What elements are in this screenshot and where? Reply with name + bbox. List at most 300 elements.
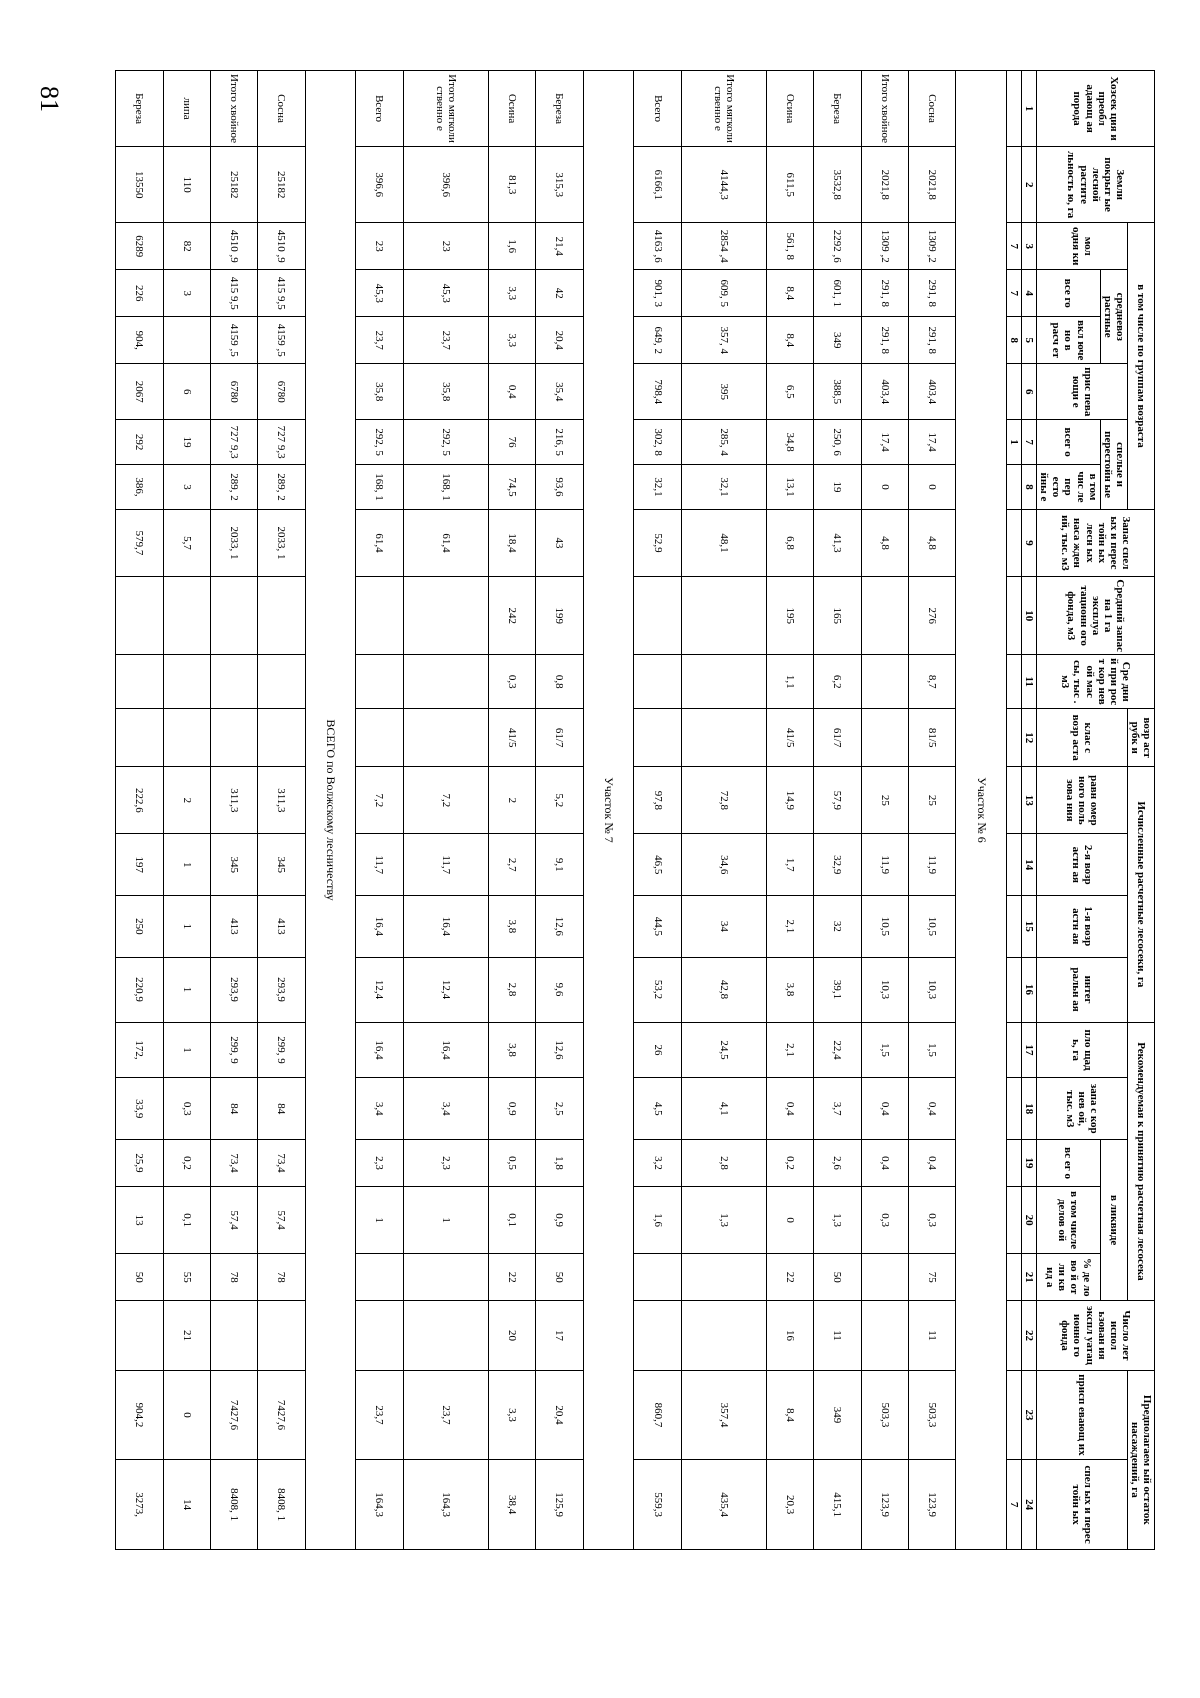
table-cell: 6780 (258, 364, 305, 420)
table-cell: 25,9 (116, 1140, 164, 1187)
table-cell: 4159 ,5 (258, 317, 305, 364)
table-cell: 0,1 (488, 1187, 535, 1254)
table-cell: 44,5 (634, 896, 681, 958)
table-cell: 42 (536, 270, 583, 317)
row-label: Итого хвойное (210, 71, 257, 147)
table-cell: 14 (163, 1460, 210, 1550)
table-cell: 649, 2 (634, 317, 681, 364)
table-cell: 20,4 (536, 1370, 583, 1460)
table-cell: 74,5 (488, 465, 535, 510)
table-cell (634, 709, 681, 767)
table-cell: 2033, 1 (210, 509, 257, 576)
table-cell: 50 (814, 1254, 861, 1301)
table-cell: 0,3 (163, 1078, 210, 1140)
column-number: 19 (1022, 1140, 1037, 1187)
header-ripe-all: всег о (1037, 420, 1100, 465)
sub-number: 7 (1006, 223, 1021, 270)
table-cell: 32 (814, 896, 861, 958)
table-cell (258, 709, 305, 767)
table-cell: 611,5 (766, 147, 813, 223)
header-section: Хозсек ция и преобл адающ ая порода (1037, 71, 1155, 147)
table-cell: 123,9 (861, 1460, 908, 1550)
table-cell: 349 (814, 1370, 861, 1460)
table-cell: 11,9 (908, 834, 955, 896)
table-cell: 8,4 (766, 317, 813, 364)
table-cell: 22 (488, 1254, 535, 1301)
table-cell: 23 (356, 223, 403, 270)
column-number: 16 (1022, 957, 1037, 1022)
table-row (861, 71, 908, 1550)
table-cell: 292 (116, 420, 164, 465)
table-row (681, 71, 766, 1550)
table-cell (116, 709, 164, 767)
section-row (583, 71, 634, 1550)
table-cell: 26 (634, 1022, 681, 1078)
table-cell: 48,1 (681, 509, 766, 576)
table-cell: 16,4 (403, 896, 488, 958)
table-cell: 11,7 (356, 834, 403, 896)
header-ripe-over: в том чис ле пер есто йны е (1037, 465, 1100, 510)
column-number: 3 (1022, 223, 1037, 270)
table-cell: 25 (861, 767, 908, 834)
table-cell: 1,1 (766, 655, 813, 709)
table-cell: 292, 5 (403, 420, 488, 465)
table-cell: 0,3 (488, 655, 535, 709)
header-premature: прис пева ющи е (1037, 364, 1128, 420)
table-cell: 579,7 (116, 509, 164, 576)
header-second-age: 2-я возр астн ая (1037, 834, 1128, 896)
table-cell: 1 (356, 1187, 403, 1254)
table-cell: 904,2 (116, 1370, 164, 1460)
table-cell: 123,9 (908, 1460, 955, 1550)
table-cell: 55 (163, 1254, 210, 1301)
table-cell: 8,7 (908, 655, 955, 709)
table-cell: 0 (163, 1370, 210, 1460)
table-cell: 9,1 (536, 834, 583, 896)
table-cell: 727 9,3 (258, 420, 305, 465)
table-cell: 220,9 (116, 957, 164, 1022)
table-cell: 42,8 (681, 957, 766, 1022)
table-cell (258, 655, 305, 709)
table-cell: 81/5 (908, 709, 955, 767)
table-cell (116, 655, 164, 709)
table-cell: 0,2 (163, 1140, 210, 1187)
table-cell: 4,8 (861, 509, 908, 576)
table-cell: 7,2 (356, 767, 403, 834)
table-cell: 2292 ,6 (814, 223, 861, 270)
table-cell (681, 1254, 766, 1301)
table-cell: 76 (488, 420, 535, 465)
table-cell: 1 (163, 1022, 210, 1078)
column-numbers-row (1022, 71, 1037, 1550)
header-avg-growth: Сре дни й при рос т кор нев ой мас сы, тыс . м3 (1037, 655, 1155, 709)
table-cell: 19 (163, 420, 210, 465)
table-cell (258, 577, 305, 655)
table-cell: 10,5 (861, 896, 908, 958)
table-cell: 125,9 (536, 1460, 583, 1550)
table-cell (356, 655, 403, 709)
table-cell: 84 (258, 1078, 305, 1140)
table-cell: 13,1 (766, 465, 813, 510)
table-cell: 34,8 (766, 420, 813, 465)
table-cell (210, 709, 257, 767)
table-cell (861, 655, 908, 709)
table-cell (403, 1254, 488, 1301)
table-cell: 164,3 (356, 1460, 403, 1550)
table-cell: 2,7 (488, 834, 535, 896)
table-cell: 61,4 (356, 509, 403, 576)
table-cell: 3,4 (356, 1078, 403, 1140)
sub-number: 1 (1006, 420, 1021, 465)
row-label: Итого хвойное (861, 71, 908, 147)
column-number: 7 (1022, 420, 1037, 465)
header-uniform: равн омер ного поль зова ния (1037, 767, 1128, 834)
row-label: Береза (536, 71, 583, 147)
table-cell: 11,7 (403, 834, 488, 896)
table-cell (681, 577, 766, 655)
table-cell: 23,7 (403, 1370, 488, 1460)
table-cell: 293,9 (210, 957, 257, 1022)
table-cell: 386, (116, 465, 164, 510)
table-cell: 61/7 (814, 709, 861, 767)
section-title: Участок № 7 (583, 71, 634, 1550)
sub-number: 7 (1006, 1460, 1021, 1550)
table-cell (403, 709, 488, 767)
table-cell: 292, 5 (356, 420, 403, 465)
table-cell: 3,3 (488, 1370, 535, 1460)
table-cell: 315,3 (536, 147, 583, 223)
table-cell: 53,2 (634, 957, 681, 1022)
table-cell: 2,6 (814, 1140, 861, 1187)
header-liquid: в ликвиде (1100, 1140, 1127, 1301)
table-cell: 57,4 (210, 1187, 257, 1254)
table-cell: 78 (258, 1254, 305, 1301)
table-cell: 11,9 (861, 834, 908, 896)
table-cell: 250 (116, 896, 164, 958)
table-cell: 357, 4 (681, 317, 766, 364)
table-cell: 23,7 (356, 317, 403, 364)
table-cell (681, 1301, 766, 1370)
table-cell: 216, 5 (536, 420, 583, 465)
table-cell: 2,1 (766, 896, 813, 958)
table-cell: 39,1 (814, 957, 861, 1022)
table-cell: 1,8 (536, 1140, 583, 1187)
table-cell: 2,1 (766, 1022, 813, 1078)
table-cell: 5,2 (536, 767, 583, 834)
table-cell: 8408, 1 (258, 1460, 305, 1550)
table-cell: 0,4 (488, 364, 535, 420)
table-cell: 61/7 (536, 709, 583, 767)
table-cell: 17,4 (908, 420, 955, 465)
table-cell: 1 (163, 896, 210, 958)
table-cell: 25182 (210, 147, 257, 223)
column-number: 6 (1022, 364, 1037, 420)
table-cell (634, 577, 681, 655)
table-cell: 23,7 (356, 1370, 403, 1460)
table-cell: 46,5 (634, 834, 681, 896)
column-number: 21 (1022, 1254, 1037, 1301)
table-cell: 3,8 (488, 1022, 535, 1078)
column-number: 12 (1022, 709, 1037, 767)
table-cell: 8,4 (766, 270, 813, 317)
table-cell: 503,3 (861, 1370, 908, 1460)
header-middle-age: средневоз растные (1100, 270, 1127, 364)
table-cell: 57,9 (814, 767, 861, 834)
column-number: 10 (1022, 577, 1037, 655)
table-cell: 0,2 (766, 1140, 813, 1187)
table-cell: 250, 6 (814, 420, 861, 465)
table-cell: 1 (403, 1187, 488, 1254)
section-row (956, 71, 1007, 1550)
table-cell: 32,1 (634, 465, 681, 510)
column-number: 9 (1022, 509, 1037, 576)
table-cell: 3,8 (766, 957, 813, 1022)
table-cell: 78 (210, 1254, 257, 1301)
column-number: 17 (1022, 1022, 1037, 1078)
column-number: 8 (1022, 465, 1037, 510)
table-cell: 2,3 (403, 1140, 488, 1187)
table-cell: 4510 ,9 (258, 223, 305, 270)
table-cell: 2,8 (488, 957, 535, 1022)
table-cell: 1,3 (814, 1187, 861, 1254)
table-cell: 1 (163, 957, 210, 1022)
table-cell: 12,4 (403, 957, 488, 1022)
table-cell (116, 577, 164, 655)
header-ripe-stock: Запас спел ых и перес тойн ых лесн ых наса жден ий, тыс. м3 (1037, 509, 1155, 576)
table-cell: 6166,1 (634, 147, 681, 223)
table-cell: 6 (163, 364, 210, 420)
header-remaining: Предполагаем ый остаток насаждений, га (1127, 1370, 1154, 1549)
table-cell (116, 1301, 164, 1370)
table-cell (163, 709, 210, 767)
table-cell (356, 1254, 403, 1301)
table-cell: 0,5 (488, 1140, 535, 1187)
row-label: Береза (116, 71, 164, 147)
row-label: Сосна (258, 71, 305, 147)
table-cell: 45,3 (403, 270, 488, 317)
table-cell: 3,2 (634, 1140, 681, 1187)
table-cell: 16 (766, 1301, 813, 1370)
table-cell: 285, 4 (681, 420, 766, 465)
forestry-table (115, 70, 1155, 1550)
table-cell: 2854 ,4 (681, 223, 766, 270)
table-cell: 3532,8 (814, 147, 861, 223)
table-cell: 2033, 1 (258, 509, 305, 576)
table-cell: 57,4 (258, 1187, 305, 1254)
table-cell: 727 9,3 (210, 420, 257, 465)
table-cell: 1,5 (908, 1022, 955, 1078)
table-cell: 3,7 (814, 1078, 861, 1140)
table-cell: 4,8 (908, 509, 955, 576)
table-cell: 415 9,5 (258, 270, 305, 317)
table-cell (403, 577, 488, 655)
table-cell: 904, (116, 317, 164, 364)
table-cell: 289, 2 (258, 465, 305, 510)
table-cell: 388,5 (814, 364, 861, 420)
table-cell: 16,4 (403, 1022, 488, 1078)
header-avg-stock: Средний запас на 1 га эксплуа тационн ого фонда, м3 (1037, 577, 1155, 655)
row-label: Всего (356, 71, 403, 147)
column-number: 15 (1022, 896, 1037, 958)
table-cell: 413 (210, 896, 257, 958)
table-cell: 3,3 (488, 317, 535, 364)
table-cell: 1,3 (681, 1187, 766, 1254)
table-cell: 0,3 (861, 1187, 908, 1254)
table-cell: 403,4 (861, 364, 908, 420)
table-cell: 0,3 (908, 1187, 955, 1254)
row-label: Береза (814, 71, 861, 147)
table-cell: 11 (908, 1301, 955, 1370)
table-cell: 291, 8 (861, 317, 908, 364)
table-cell: 311,3 (210, 767, 257, 834)
table-cell: 396,6 (403, 147, 488, 223)
table-cell: 41/5 (766, 709, 813, 767)
table-cell: 73,4 (258, 1140, 305, 1187)
table-row (766, 71, 813, 1550)
page-number: 81 (35, 86, 64, 112)
table-cell: 2 (488, 767, 535, 834)
table-cell: 6,5 (766, 364, 813, 420)
table-cell: 860,7 (634, 1370, 681, 1460)
header-root-stock: запа с кор нев ой, тыс. м3 (1037, 1078, 1128, 1140)
header-age-groups: в том числе по группам возраста (1127, 223, 1154, 510)
table-cell: 1,6 (634, 1187, 681, 1254)
column-number: 14 (1022, 834, 1037, 896)
table-cell (403, 1301, 488, 1370)
table-cell: 0,9 (536, 1187, 583, 1254)
table-cell: 601, 1 (814, 270, 861, 317)
table-cell: 1,7 (766, 834, 813, 896)
header-years: Число лет испол ьзован ия экспл уатац ионно го фонда (1037, 1301, 1155, 1370)
table-cell: 901, 3 (634, 270, 681, 317)
table-cell: 559,3 (634, 1460, 681, 1550)
table-cell (681, 655, 766, 709)
table-cell: 0 (766, 1187, 813, 1254)
table-cell (634, 1301, 681, 1370)
table-row (908, 71, 955, 1550)
row-label: Осина (488, 71, 535, 147)
table-cell: 22,4 (814, 1022, 861, 1078)
column-number: 4 (1022, 270, 1037, 317)
table-cell: 35,8 (403, 364, 488, 420)
table-cell: 0,1 (163, 1187, 210, 1254)
table-cell: 4163 ,6 (634, 223, 681, 270)
table-cell: 3 (163, 270, 210, 317)
table-body (116, 71, 1007, 1550)
table-cell: 3,8 (488, 896, 535, 958)
table-cell: 172, (116, 1022, 164, 1078)
table-cell: 14,9 (766, 767, 813, 834)
table-cell: 503,3 (908, 1370, 955, 1460)
table-cell (634, 655, 681, 709)
table-cell: 609, 5 (681, 270, 766, 317)
table-cell: 93,6 (536, 465, 583, 510)
table-cell: 0 (861, 465, 908, 510)
table-cell: 12,4 (356, 957, 403, 1022)
column-number: 23 (1022, 1370, 1037, 1460)
header-area: пло щад ь, га (1037, 1022, 1128, 1078)
table-cell: 0,4 (861, 1140, 908, 1187)
table-cell: 4,1 (681, 1078, 766, 1140)
table-cell: 299, 9 (210, 1022, 257, 1078)
table-cell: 403,4 (908, 364, 955, 420)
table-cell: 1309 ,2 (908, 223, 955, 270)
table-cell: 9,6 (536, 957, 583, 1022)
table-cell: 197 (116, 834, 164, 896)
table-cell: 41/5 (488, 709, 535, 767)
table-cell: 13 (116, 1187, 164, 1254)
table-cell: 291, 8 (908, 317, 955, 364)
table-cell: 2067 (116, 364, 164, 420)
table-cell: 0,4 (908, 1140, 955, 1187)
table-cell: 73,4 (210, 1140, 257, 1187)
table-cell: 41,3 (814, 509, 861, 576)
table-cell (210, 1301, 257, 1370)
section-title: Участок № 6 (956, 71, 1007, 1550)
table-row (163, 71, 210, 1550)
table-row (814, 71, 861, 1550)
table-cell: 35,8 (356, 364, 403, 420)
table-cell (403, 655, 488, 709)
table-cell: 1 (163, 834, 210, 896)
table-cell: 12,6 (536, 896, 583, 958)
table-cell: 435,4 (681, 1460, 766, 1550)
header-young: мол одня ки (1037, 223, 1128, 270)
table-cell: 293,9 (258, 957, 305, 1022)
table-cell: 7427,6 (210, 1370, 257, 1460)
header-cut-age: возр аст рубк и (1127, 709, 1154, 767)
table-cell: 2021,8 (861, 147, 908, 223)
table-cell: 24,5 (681, 1022, 766, 1078)
table-cell: 2021,8 (908, 147, 955, 223)
table-cell: 3,4 (403, 1078, 488, 1140)
row-label: Сосна (908, 71, 955, 147)
table-cell: 413 (258, 896, 305, 958)
table-container (115, 70, 1155, 1550)
table-cell (861, 577, 908, 655)
table-cell: 10,3 (861, 957, 908, 1022)
sub-number: 7 (1006, 270, 1021, 317)
table-cell: 2,8 (681, 1140, 766, 1187)
table-cell: 6,8 (766, 509, 813, 576)
table-cell: 21 (163, 1301, 210, 1370)
table-cell: 396,6 (356, 147, 403, 223)
table-cell (163, 577, 210, 655)
header-middle-all: все го (1037, 270, 1100, 317)
table-cell: 25182 (258, 147, 305, 223)
table-cell: 164,3 (403, 1460, 488, 1550)
table-cell: 199 (536, 577, 583, 655)
table-row (258, 71, 305, 1550)
table-cell: 16,4 (356, 1022, 403, 1078)
table-cell: 17 (536, 1301, 583, 1370)
table-cell: 13550 (116, 147, 164, 223)
table-cell (163, 317, 210, 364)
table-cell: 23,7 (403, 317, 488, 364)
table-cell: 50 (116, 1254, 164, 1301)
table-cell: 50 (536, 1254, 583, 1301)
table-cell: 0 (908, 465, 955, 510)
table-cell: 0,8 (536, 655, 583, 709)
table-cell: 0,9 (488, 1078, 535, 1140)
table-cell: 242 (488, 577, 535, 655)
column-number: 11 (1022, 655, 1037, 709)
table-cell: 23 (403, 223, 488, 270)
table-cell: 22 (766, 1254, 813, 1301)
table-cell: 415,1 (814, 1460, 861, 1550)
column-number: 20 (1022, 1187, 1037, 1254)
table-cell: 16,4 (356, 896, 403, 958)
